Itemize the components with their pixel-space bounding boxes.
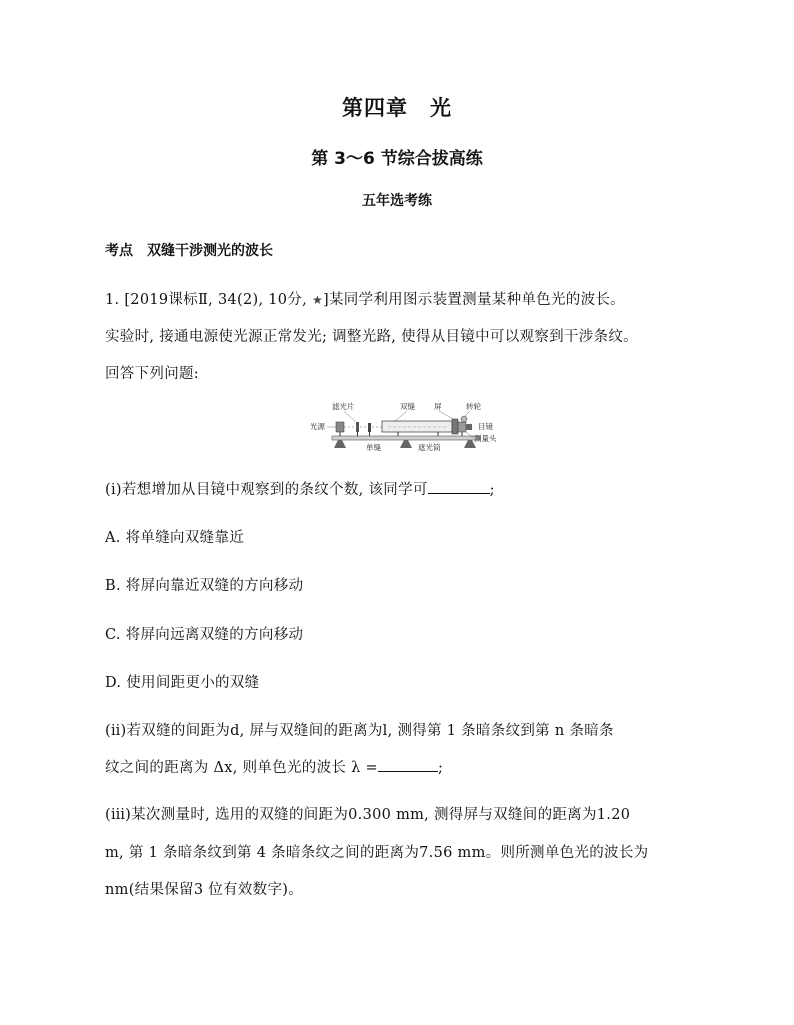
subtitle: 五年选考练 (362, 193, 432, 209)
bench-rail (332, 436, 480, 440)
part2-line-2: 纹之间的距离为 Δx, 则单色光的波长 λ = ; (105, 760, 444, 776)
question-source: 1. [2019课标Ⅱ, 34(2), 10分, (105, 292, 312, 308)
option-c: C. 将屏向远离双缝的方向移动 (105, 627, 304, 643)
label-screen: 屏 (434, 402, 442, 411)
part2-line-1: (ⅱ)若双缝的间距为d, 屏与双缝间的距离为l, 测得第 1 条暗条纹到第 n 条暗条 (105, 723, 614, 739)
option-a: A. 将单缝向双缝靠近 (105, 530, 244, 546)
label-light-source: 光源 (310, 422, 325, 431)
label-double-slit: 双缝 (400, 402, 415, 411)
label-filter: 滤光片 (332, 402, 355, 411)
part3-line-2: m, 第 1 条暗条纹到第 4 条暗条纹之间的距离为7.56 mm。则所测单色光的波长为 (105, 845, 649, 861)
answer-blank-2[interactable] (378, 759, 438, 772)
bench-foot (400, 440, 412, 448)
shielding-tube (382, 421, 452, 432)
measuring-head (458, 422, 466, 432)
question-line-3: 回答下列问题: (105, 366, 199, 382)
screen-plate (452, 419, 458, 434)
answer-blank-1[interactable] (428, 481, 490, 494)
bench-foot (334, 440, 346, 448)
label-single-slit: 单缝 (366, 443, 381, 452)
question-line-1 (105, 288, 625, 309)
turning-wheel (461, 416, 467, 422)
single-slit-plate (368, 423, 371, 432)
topic-heading: 考点 双缝干涉测光的波长 (105, 243, 273, 259)
section-title: 第 3～6 节综合拔高练 (311, 149, 483, 169)
label-measuring-head: 测量头 (474, 434, 497, 443)
difficulty-star-icon: ★ (311, 293, 324, 307)
option-b: B. 将屏向靠近双缝的方向移动 (105, 578, 304, 594)
part3-line-1: (ⅲ)某次测量时, 选用的双缝的间距为0.300 mm, 测得屏与双缝间的距离为1.20 (105, 807, 631, 823)
light-source-box (336, 422, 344, 432)
question-intro: ]某同学利用图示装置测量某种单色光的波长。 (323, 292, 625, 308)
eyepiece (466, 424, 472, 430)
part3-line-3: nm(结果保留3 位有效数字)。 (105, 882, 304, 898)
label-tube: 遮光筒 (418, 443, 441, 452)
label-eyepiece: 目镜 (478, 422, 493, 431)
option-d: D. 使用间距更小的双缝 (105, 675, 260, 691)
part1-stem: (ⅰ)若想增加从目镜中观察到的条纹个数, 该同学可 ; (105, 482, 495, 498)
label-wheel: 转轮 (466, 402, 481, 411)
question-line-2: 实验时, 接通电源使光源正常发光; 调整光路, 使得从目镜中可以观察到干涉条纹。 (105, 329, 638, 345)
chapter-title: 第四章 光 (342, 96, 452, 120)
apparatus-diagram (308, 396, 508, 452)
